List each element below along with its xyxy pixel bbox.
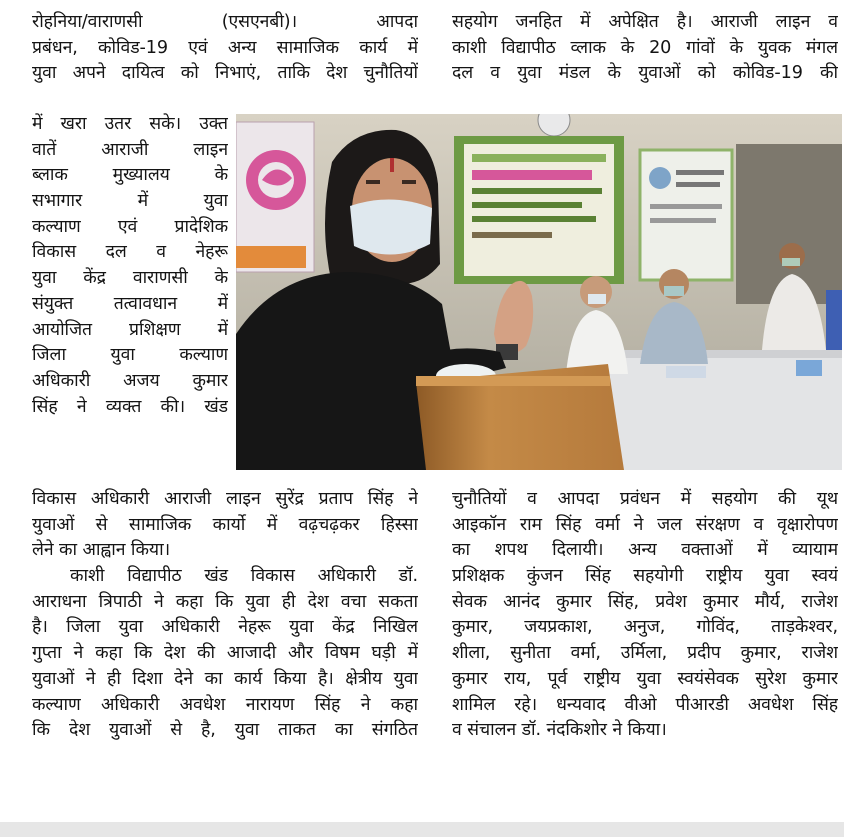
text-line: सिंह ने व्यक्त की। खंड <box>32 396 228 417</box>
text-line: युवा केंद्र वाराणसी के <box>32 268 228 289</box>
text-line: युवाओं से सामाजिक कार्यो में वढ़चढ़कर हिस्सा <box>32 514 418 535</box>
text-line: संयुक्त तत्वावधान में <box>32 293 228 314</box>
text-line: शीला, सुनीता वर्मा, उर्मिला, प्रदीप कुमार, राजेश <box>452 643 838 664</box>
left-column-top <box>32 10 418 87</box>
text-line: कल्याण अधिकारी अवधेश नारायण सिंह ने कहा <box>32 694 418 715</box>
left-column-bottom <box>32 487 418 744</box>
speaker-mask <box>350 199 432 254</box>
text-line: का शपथ दिलायी। अन्य वक्ताओं में व्यायाम <box>452 540 838 561</box>
text-line: शामिल रहे। धन्यवाद वीओ पीआरडी अवधेश सिंह <box>452 694 838 715</box>
text-line: सभागार में युवा <box>32 191 228 212</box>
text-line: ब्लाक मुख्यालय के <box>32 165 228 186</box>
text-line: सहयोग जनहित में अपेक्षित है। आराजी लाइन व <box>452 12 838 32</box>
text-line: गुप्ता ने कहा कि देश की आजादी और विषम घड़ी में <box>32 643 418 664</box>
right-column-bottom <box>452 487 838 744</box>
text-line: व संचालन डॉ. नंदकिशोर ने किया। <box>452 720 667 741</box>
text-line: जिला युवा कल्याण <box>32 345 228 366</box>
text-line: काशी विद्यापीठ खंड विकास अधिकारी डॉ. <box>70 566 418 587</box>
text-line: कुमार, जयप्रकाश, अनुज, गोविंद, ताड़केश्वर, <box>452 617 838 638</box>
text-line: चुनौतियों व आपदा प्रवंधन में सहयोग की यूथ <box>452 489 838 509</box>
text-line: में खरा उतर सके। उक्त <box>32 114 228 134</box>
text-line: आयोजित प्रशिक्षण में <box>32 319 228 340</box>
text-line: सेवक आनंद कुमार सिंह, प्रवेश कुमार मौर्य, राजेश <box>452 591 838 612</box>
text-line: लेने का आह्वान किया। <box>32 540 171 561</box>
text-line: कल्याण एवं प्रादेशिक <box>32 216 228 237</box>
photo-illustration <box>236 114 842 470</box>
text-line: कुमार राय, पूर्व राष्ट्रीय युवा स्वयंसेवक सुरेश कुमार <box>452 668 838 689</box>
left-column-narrow <box>32 112 228 420</box>
text-line: है। जिला युवा अधिकारी नेहरू युवा केंद्र निखिल <box>32 617 418 638</box>
text-line: काशी विद्यापीठ व्लाक के 20 गांवों के युवक मंगल <box>452 37 838 58</box>
text-line: प्रबंधन, कोविड-19 एवं अन्य सामाजिक कार्य में <box>32 37 418 58</box>
right-column-top <box>452 10 838 87</box>
news-photo <box>236 114 842 470</box>
text-line: वातें आराजी लाइन <box>32 139 228 160</box>
text-line: युवाओं ने ही दिशा देने का कार्य किया है। क्षेत्रीय युवा <box>32 668 418 689</box>
page-bottom-strip <box>0 822 844 837</box>
text-line: आराधना त्रिपाठी ने कहा कि युवा ही देश वचा सकता <box>32 591 418 612</box>
text-line: आइकॉन राम सिंह वर्मा ने जल संरक्षण व वृक्षारोपण <box>452 514 838 535</box>
text-line: कि देश युवाओं से है, युवा ताकत का संगठित <box>32 720 418 741</box>
text-line: रोहनिया/वाराणसी (एसएनबी)। आपदा <box>32 12 418 32</box>
text-line: विकास दल व नेहरू <box>32 242 228 263</box>
text-line: अधिकारी अजय कुमार <box>32 370 228 391</box>
text-line: विकास अधिकारी आराजी लाइन सुरेंद्र प्रताप सिंह ने <box>32 489 418 509</box>
text-line: दल व युवा मंडल के युवाओं को कोविड-19 की <box>452 63 838 84</box>
text-line: प्रशिक्षक कुंजन सिंह सहयोगी राष्ट्रीय युवा स्वयं <box>452 566 838 587</box>
text-line: युवा अपने दायित्व को निभाएं, ताकि देश चुनौतियों <box>32 63 418 84</box>
